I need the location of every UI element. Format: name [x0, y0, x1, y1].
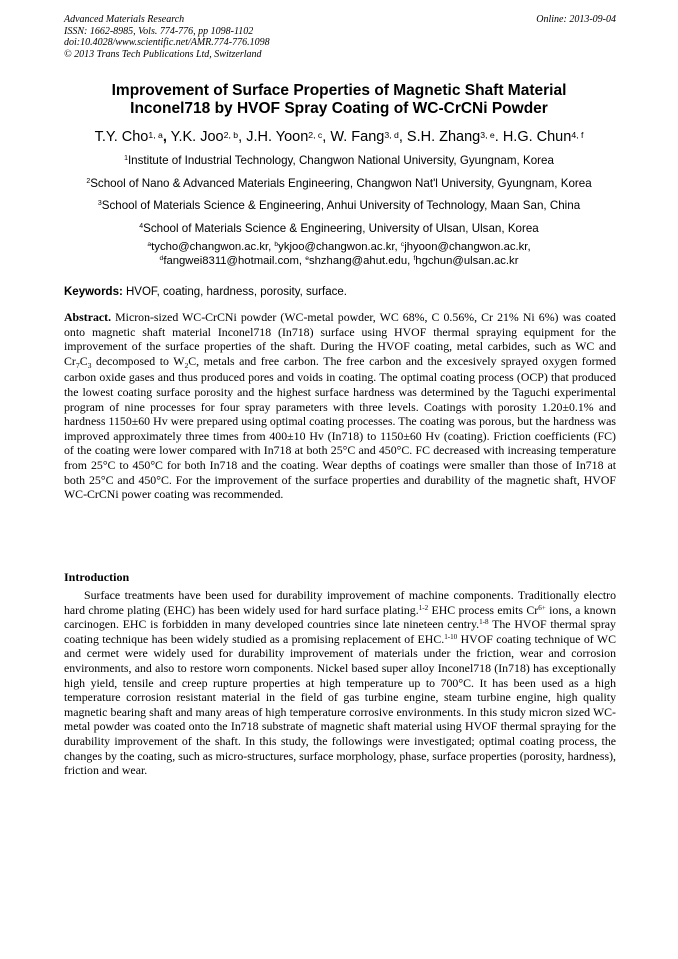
online-date: Online: 2013-09-04 — [536, 14, 616, 25]
introduction-heading: Introduction — [64, 570, 130, 584]
email-link[interactable]: tycho@changwon.ac.kr — [151, 241, 269, 253]
author-name: H.G. Chun — [502, 129, 572, 145]
email-link[interactable]: fangwei8311@hotmail.com — [163, 255, 299, 267]
email-link[interactable]: jhyoon@changwon.ac.kr — [404, 241, 528, 253]
author-emails: $^a$tycho@changwon.ac.kr, $^b$ykjoo@changwon.ac.kr, $^c$jhyoon@changwon.ac.kr, $^d$fangwei8311@hotmail.com, $^e$shzhang@ahut.edu, $^f$hgchun@ulsan.ac.kr — [147, 241, 531, 267]
keywords-label: Keywords: — [64, 286, 123, 298]
author-affiliation-mark: 1, a — [148, 130, 163, 140]
affiliation-4: $^4$School of Materials Science & Engineering, University of Ulsan, Ulsan, Korea — [139, 222, 539, 235]
abstract-label: Abstract. — [64, 310, 112, 324]
affiliation-3: $^3$School of Materials Science & Engineering, Anhui University of Technology, Maan San, China — [97, 199, 581, 212]
keywords-line — [64, 285, 616, 299]
journal-header — [64, 14, 616, 60]
journal-name: Advanced Materials Research — [64, 14, 185, 25]
title-line-1: Improvement of Surface Properties of Magnetic Shaft Material — [111, 82, 567, 99]
author-affiliation-mark: 2, c — [308, 130, 323, 140]
author-affiliation-mark: 4, f — [571, 130, 584, 140]
citation: 1-10 — [444, 632, 458, 641]
email-link[interactable]: ykjoo@changwon.ac.kr — [278, 241, 395, 253]
doi-line: doi:10.4028/www.scientific.net/AMR.774-776.1098 — [64, 37, 270, 48]
abstract-paragraph: Abstract. Micron-sized WC-CrCNi powder (WC-metal powder, WC 68%, C 0.56%, Cr 21% Ni 6%) was coated onto magnetic shaft material Inconel718 (In718) surface using HVOF thermal spraying equipment for the improvement of the surface properties of the shaft. During the HVOF coating, metal carbides, such as WC and $Cr_7C_3$ decomposed to $W_2C$, metals and free carbon. The free carbon and the excesively sprayed oxygen formed carbon oxide gases and thus produced pores and voids in coating. The optimal coating process (OCP) that produced the lowest coating surface porosity and the highest surface hardness was determined by the Taguchi experimental program of nine processes for four spray parameters with three levels. Coatings with porosity 1.20±0.1% and hardness 1150±60 Hv were prepared using optimal coating processes. The coating was porous, but the hardness was improved approximately three times from 400±10 Hv (In718) to 1150±60 Hv (coating). Friction coefficients (FC) of the coating were lower compared with In718 at both 25°C and 450°C. FC decreased with increasing temperature from 25°C to 450°C for both In718 and the coating. Wear depths of coatings were smaller than those of In718 at both 25°C and 450°C. For the improvement of the surface properties and durability of the magnetic shaft, HVOF WC-CrCNi power coating was recommended. — [64, 310, 617, 502]
citation: 1-8 — [479, 618, 489, 627]
author-name: J.H. Yoon — [246, 129, 309, 145]
email-link[interactable]: hgchun@ulsan.ac.kr — [415, 255, 519, 267]
author-name: W. Fang — [330, 129, 385, 145]
author-affiliation-mark: 2, b — [223, 130, 239, 140]
author-affiliation-mark: 3, e — [480, 130, 495, 140]
copyright-line: © 2013 Trans Tech Publications Ltd, Switzerland — [64, 48, 262, 60]
keywords-text: HVOF, coating, hardness, porosity, surface. — [126, 286, 347, 298]
affiliation-1: $^1$Institute of Industrial Technology, Changwon National University, Gyungnam, Korea — [124, 154, 554, 167]
author-list: T.Y. Cho$^{1, a}$, Y.K. Joo$^{2, b}$, J.H. Yoon$^{2, c}$, W. Fang$^{3, d}$, S.H. Zhang$^{3, e}$. H.G. Chun$^{4, f}$ — [94, 129, 584, 145]
author-name: T.Y. Cho — [94, 129, 149, 145]
email-link[interactable]: shzhang@ahut.edu — [308, 255, 408, 267]
citation: 1-2 — [418, 603, 429, 612]
paper-title — [40, 82, 638, 118]
affiliation-2: $^2$School of Nano & Advanced Materials Engineering, Changwon Nat'l University, Gyungnam, Korea — [86, 177, 592, 190]
author-name: S.H. Zhang — [406, 129, 481, 145]
introduction-paragraph: Surface treatments have been used for durability improvement of machine components. Traditionally electro hard chrome plating (EHC) has been widely used for hard surface plating.$^{1-2}$ EHC process emits $Cr^{6+}$ ions, a known carcinogen. EHC is forbidden in many developed countries since late nineteen centry.$^{1-8}$ The HVOF thermal spray coating technique has been widely studied as a promising replacement of EHC.$^{1-10}$ HVOF coating technique of WC and cermet were widely used for durability improvement of materials under the friction, wear and corrosion environments, and also to restore worn components. Nickel based super alloy Inconel718 (In718) has exceptionally high yield, tensile and creep rupture properties at high temperature up to 700°C. It has been used as a high temperature corrosion resistant material in the field of gas turbine engine, steam turbine engine, high quality magnetic bearing shaft and many areas of high temperature corrosive environments. In this study micron sized WC-metal powder was coated onto the In718 substrate of magnetic shaft material using HVOF thermal spraying for the durability improvement of the shaft. In this study, the followings were investigated; optimal coating process, the changes by the coating, such as micro-structures, surface morphology, phase, surface properties (porosity, hardness), friction and wear. — [64, 588, 616, 778]
issn-line: ISSN: 1662-8985, Vols. 774-776, pp 1098-1102 — [64, 25, 254, 37]
author-affiliation-mark: 3, d — [384, 130, 399, 140]
author-name: Y.K. Joo — [170, 129, 224, 145]
title-line-2: Inconel718 by HVOF Spray Coating of WC-CrCNi Powder — [130, 100, 548, 117]
